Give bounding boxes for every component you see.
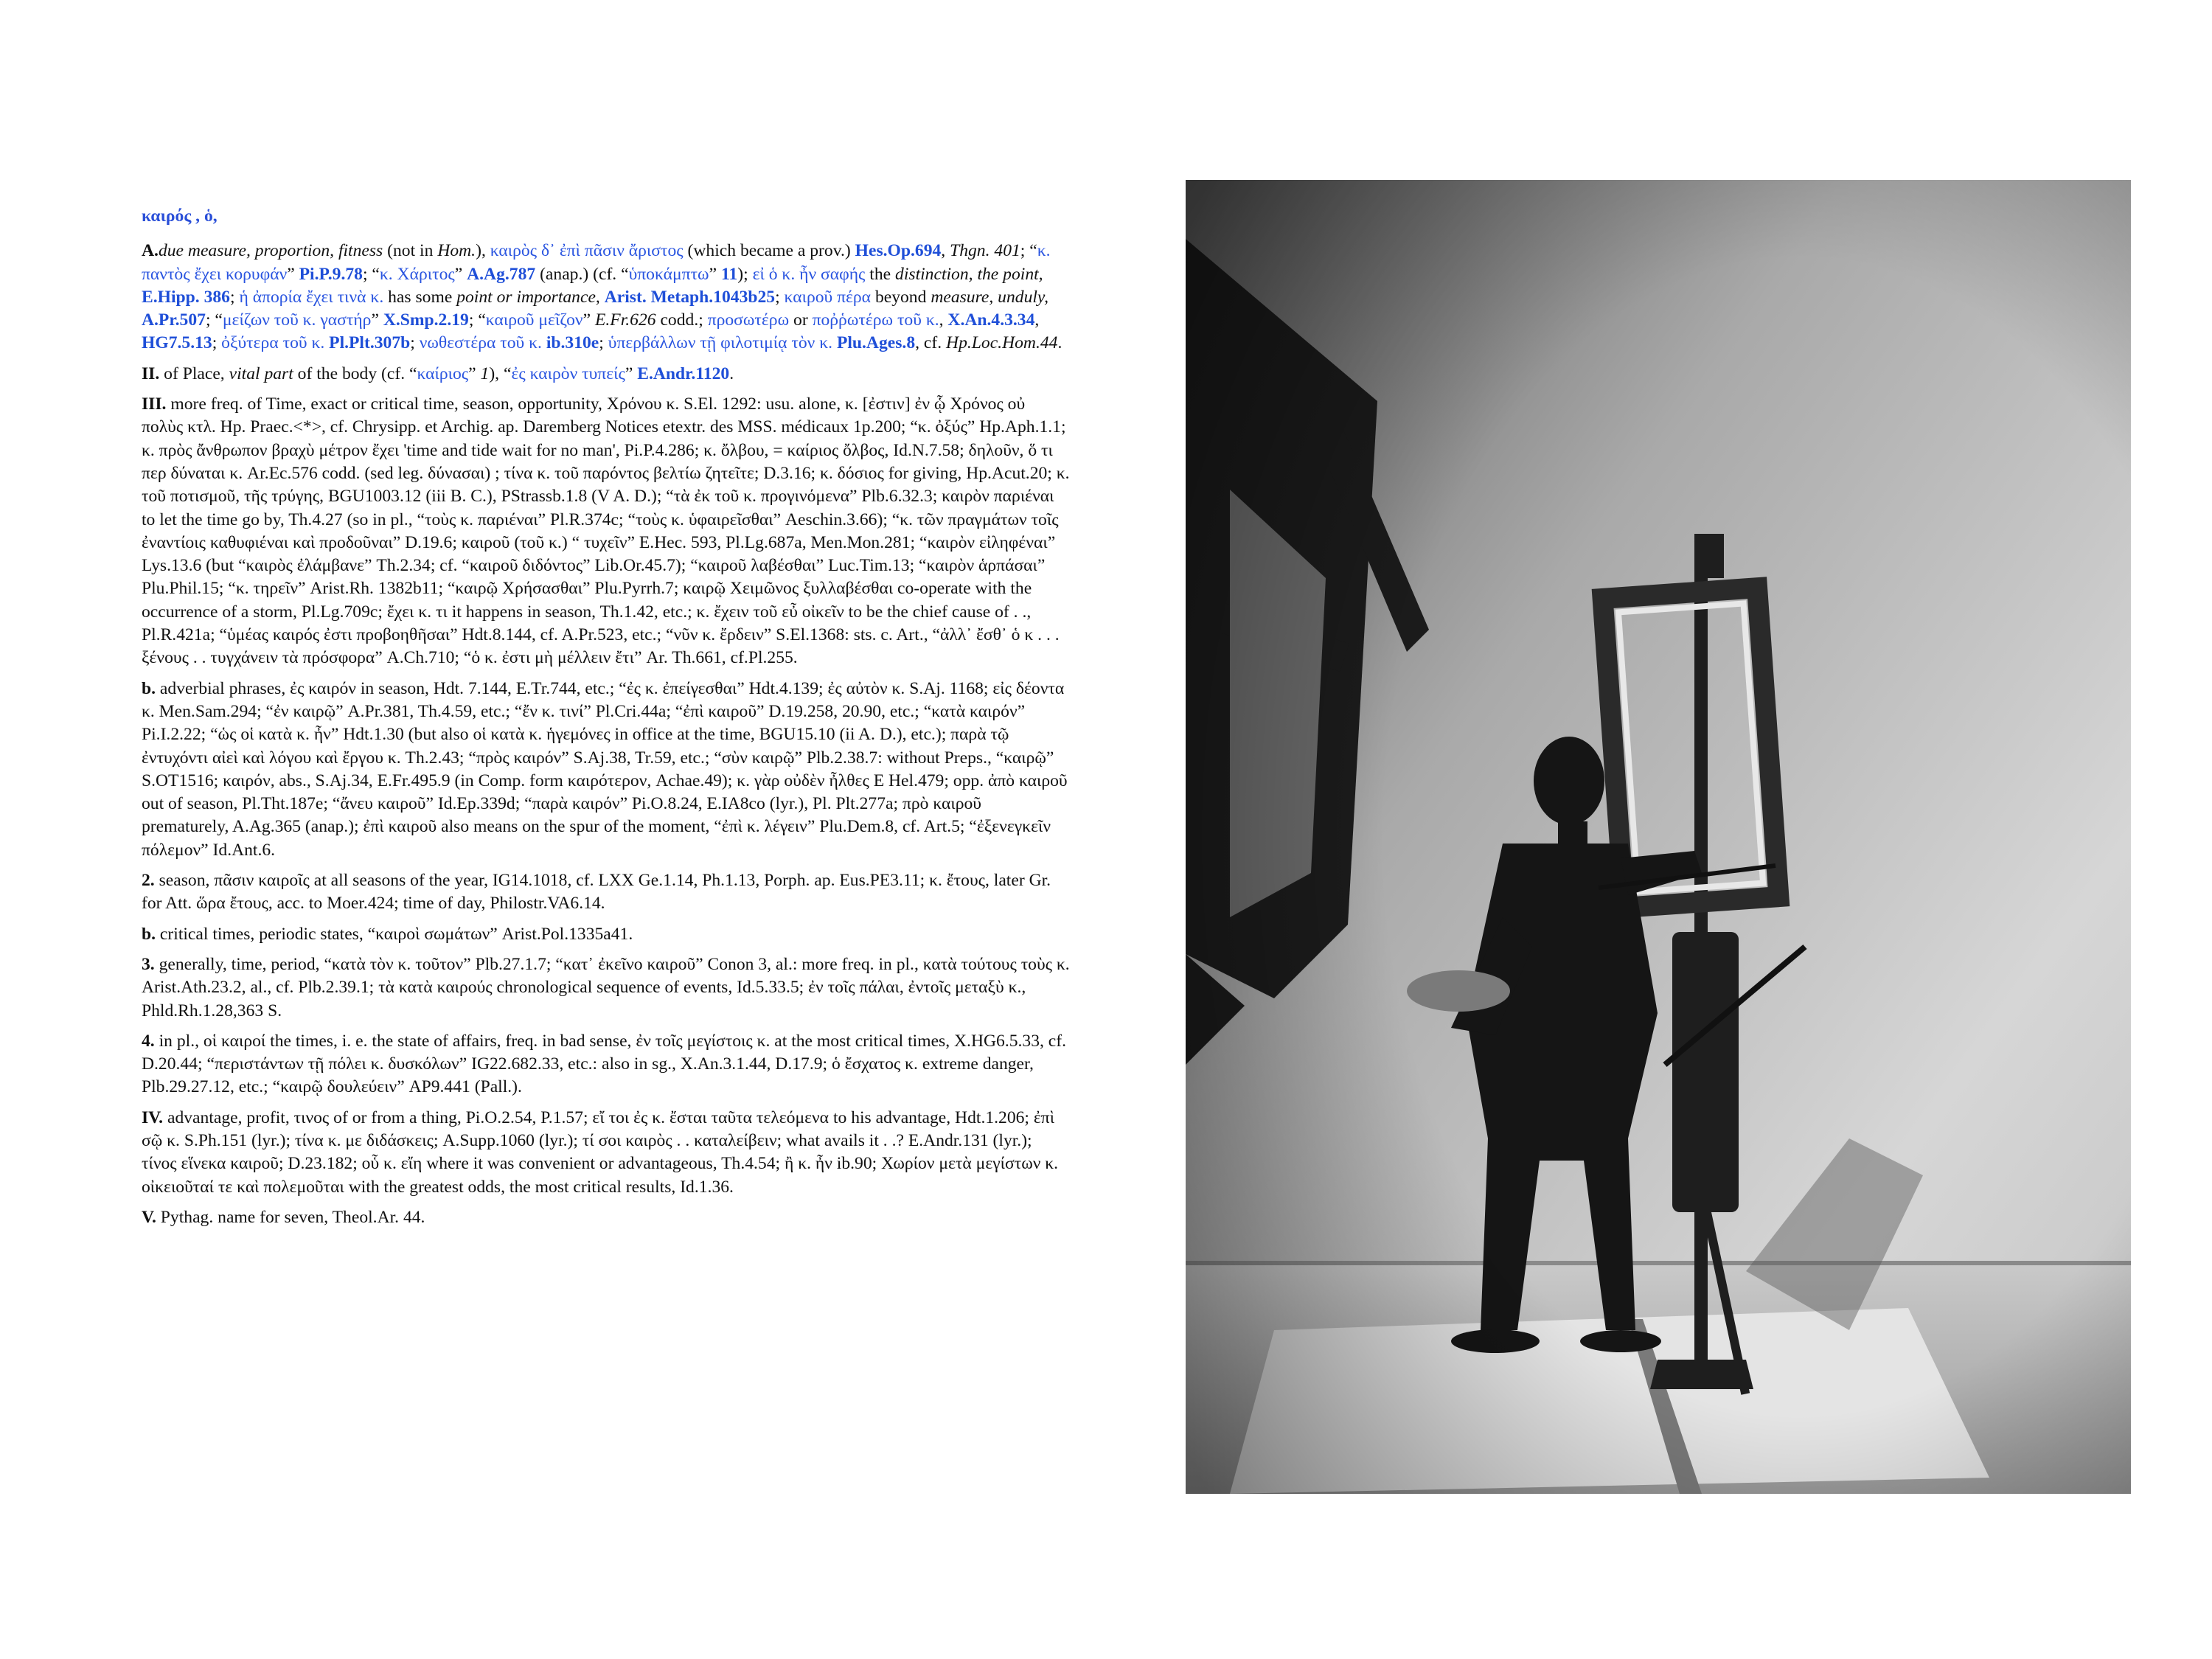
section-IV: IV. advantage, profit, τινος of or from a thing, Pi.O.2.54, P.1.57; εἴ τοι ἐς κ. ἔσται ταῦτα τελεόμενα to his advantage, Hdt.1.206; ἐπὶ σῷ κ. S.Ph.151 (lyr.); τίνα κ. με διδάσκεις; A.Supp.1060 (lyr.); τί σοι καιρὸς . . καταλείβειν; what avails it . .? E.Andr.131 (lyr.); τίνος εἵνεκα καιροῦ; D.23.182; οὗ κ. εἴη where it was convenient or advantageous, Th.4.54; ἢ κ. ἦν ib.90; Χωρίον μετὰ μεγίστων κ. οἰκειοῦταί τε καὶ πολεμοῦται with the greatest odds, the most critical results, Id.1.36.: [142, 1107, 1059, 1197]
ref-link[interactable]: Pl.Plt.307b: [329, 333, 411, 353]
section-III-3: 3. generally, time, period, “κατὰ τὸν κ. τοῦτον” Plb.27.1.7; “κατ᾽ ἐκεῖνο καιροῦ” Conon 3, al.: more freq. in pl., κατὰ τούτους τοὺς κ. Arist.Ath.23.2, al., cf. Plb.2.39.1; τὰ κατὰ καιρούς chronological sequence of events, Id.5.33.5; ἐν τοῖς πάλαι, ἐντοῖς μεταξὺ κ., Phld.Rh.1.28,363 S.: [142, 954, 1070, 1020]
ref-link[interactable]: A.Ag.787: [467, 264, 536, 284]
ref-link[interactable]: ib.310e: [546, 333, 599, 353]
ref-link[interactable]: Hes.Op.694: [855, 241, 942, 261]
ref-link[interactable]: E.Hipp. 386: [142, 287, 230, 307]
section-III-text: more freq. of Time, exact or critical time, season, opportunity, Χρόνου κ. S.El. 1292: usu. alone, κ. [ἐστιν] ἐν ᾧ Χρόνος οὐ πολὺς κτλ. Hp. Praec.<*>, cf. Chrysipp. et Archig. ap. Daremberg Notices etextr. des MSS. médicaux 1p.200; “κ. ὀξύς” Hp.Aph.1.1; κ. πρὸς ἄνθρωπον βραχὺ μέτρον ἔχει 'time and tide wait for no man', Pi.P.4.286; κ. ὄλβου, = καίριος ὄλβος, Id.N.7.58; δηλοῦν, ὅ τι περ δύναται κ. Ar.Ec.576 codd. (sed leg. δύνασαι) ; τίνα κ. τοῦ παρόντος βελτίω ζητεῖτε; D.3.16; κ. δόσιος for giving, Hp.Acut.20; κ. τοῦ ποτισμοῦ, τῆς τρύγης, BGU1003.12 (iii B. C.), PStrassb.1.8 (V A. D.); “τὰ ἐκ τοῦ κ. προγινόμενα” Plb.6.32.3; καιρὸν παριέναι to let the time go by, Th.4.27 (so in pl., “τοὺς κ. παριέναι” Pl.R.374c; “τοὺς κ. ὑφαιρεῖσθαι” Aeschin.3.66); “κ. τῶν πραγμάτων τοῖς ἐναντίοις καθυφιέναι καὶ προδοῦναι” D.19.6; καιροῦ (τοῦ κ.) “ τυχεῖν” E.Hec. 593, Pl.Lg.687a, Men.Mon.281; “καιρὸν εἰληφέναι” Lys.13.6 (but “καιρὸς ἐλάμβανε” Th.2.34; cf. “καιροῦ διδόντος” Lib.Or.45.7); “καιροῦ λαβέσθαι” Luc.Tim.13; “καιρὸν ἁρπάσαι” Plu.Phil.15; “κ. τηρεῖν” Arist.Rh. 1382b11; “καιρῷ Χρήσασθαι” Plu.Pyrrh.7; καιρῷ Χειμῶνος ξυλλαβέσθαι co-operate with the occurrence of a storm, Pl.Lg.709c; ἔχει κ. τι it happens in season, Th.1.42, etc.; κ. ἔχειν τοῦ εὖ οἰκεῖν to be the chief cause of . ., Pl.R.421a; “ὑμέας καιρός ἐστι προβοηθῆσαι” Hdt.8.144, cf. A.Pr.523, etc.; “νῦν κ. ἔρδειν” S.El.1368: sts. c. Art., “ἀλλ᾽ ἔσθ᾽ ὁ κ . . . ξένους . . τυγχάνειν τὰ πρόσφορα” A.Ch.710; “ὁ κ. ἐστι μὴ μέλλειν ἔτι” Ar. Th.661, cf.Pl.255.: [142, 394, 1070, 668]
dictionary-entry: [142, 205, 1071, 1237]
section-III-2b: b. critical times, periodic states, “καιροὶ σωμάτων” Arist.Pol.1335a41.: [142, 924, 633, 944]
ref-link[interactable]: Arist. Metaph.1043b25: [604, 287, 776, 307]
ref-link[interactable]: A.Pr.507: [142, 310, 206, 330]
ref-link[interactable]: 11: [720, 264, 738, 284]
ref-link[interactable]: E.Andr.1120: [637, 364, 730, 383]
headword: καιρός , ὁ,: [142, 206, 218, 226]
ref-link[interactable]: Pi.P.9.78: [299, 264, 363, 284]
ref-link[interactable]: HG7.5.13: [142, 333, 212, 353]
ref-link[interactable]: X.Smp.2.19: [383, 310, 469, 330]
section-III-4: 4. in pl., οἱ καιροί the times, i. e. the state of affairs, freq. in bad sense, ἐν τοῖς μεγίστοις κ. at the most critical times, X.HG6.5.33, cf. D.20.44; “περιστάντων τῇ πόλει κ. δυσκόλων” IG22.682.33, etc.: also in sg., X.An.3.1.44, D.17.9; ὁ ἔσχατος κ. extreme danger, Plb.29.27.12, etc.; “καιρῷ δουλεύειν” AP9.441 (Pall.).: [142, 1031, 1067, 1097]
section-III-2: 2. season, πᾶσιν καιροῖς at all seasons of the year, IG14.1018, cf. LXX Ge.1.14, Ph.1.13, Porph. ap. Eus.PE3.11; κ. ἔτους, later Gr. for Att. ὥρα ἔτους, acc. to Moer.424; time of day, Philostr.VA6.14.: [142, 871, 1051, 914]
section-III: III. more freq. of Time, exact or critical time, season, opportunity, Χρόνου κ. S.El. 1292: usu. alone, κ. [ἐστιν] ἐν ᾧ Χρόνος οὐ πολὺς κτλ. Hp. Praec.<*>, cf. Chrysipp. et Archig. ap. Daremberg Notices etextr. des MSS. médicaux 1p.200; “κ. ὀξύς” Hp.Aph.1.1; κ. πρὸς ἄνθρωπον βραχὺ μέτρον ἔχει 'time and tide wait for no man', Pi.P.4.286; κ. ὄλβου, = καίριος ὄλβος, Id.N.7.58; δηλοῦν, ὅ τι περ δύναται κ. Ar.Ec.576 codd. (sed leg. δύνασαι) ; τίνα κ. τοῦ παρόντος βελτίω ζητεῖτε; D.3.16; κ. δόσιος for giving, Hp.Acut.20; κ. τοῦ ποτισμοῦ, τῆς τρύγης, BGU1003.12 (iii B. C.), PStrassb.1.8 (V A. D.); “τὰ ἐκ τοῦ κ. προγινόμενα” Plb.6.32.3; καιρὸν παριέναι to let the time go by, Th.4.27 (so in pl., “τοὺς κ. παριέναι” Pl.R.374c; “τοὺς κ. ὑφαιρεῖσθαι” Aeschin.3.66); “κ. τῶν πραγμάτων τοῖς ἐναντίοις καθυφιέναι καὶ προδοῦναι” D.19.6; καιροῦ (τοῦ κ.) “ τυχεῖν” E.Hec. 593, Pl.Lg.687a, Men.Mon.281; “καιρὸν εἰληφέναι” Lys.13.6 (but “καιρὸς ἐλάμβανε” Th.2.34; cf. “καιροῦ διδόντος” Lib.Or.45.7); “καιροῦ λαβέσθαι” Luc.Tim.13; “καιρὸν ἁρπάσαι” Plu.Phil.15; “κ. τηρεῖν” Arist.Rh. 1382b11; “καιρῷ Χρήσασθαι” Plu.Pyrrh.7; καιρῷ Χειμῶνος ξυλλαβέσθαι co-operate with the occurrence of a storm, Pl.Lg.709c; ἔχει κ. τι it happens in season, Th.1.42, etc.; κ. ἔχειν τοῦ εὖ οἰκεῖν to be the chief cause of . ., Pl.R.421a; “ὑμέας καιρός ἐστι προβοηθῆσαι” Hdt.8.144, cf. A.Pr.523, etc.; “νῦν κ. ἔρδειν” S.El.1368: sts. c. Art., “ἀλλ᾽ ἔσθ᾽ ὁ κ . . . ξένους . . τυγχάνειν τὰ πρόσφορα” A.Ch.710; “ὁ κ. ἐστι μὴ μέλλειν ἔτι” Ar. Th.661, cf.Pl.255.: [142, 394, 1070, 668]
section-III-b: b. adverbial phrases, ἐς καιρόν in season, Hdt. 7.144, E.Tr.744, etc.; “ἐς κ. ἐπείγεσθαι” Hdt.4.139; ἐς αὐτὸν κ. S.Aj. 1168; εἰς δέοντα κ. Men.Sam.294; “ἐν καιρῷ” A.Pr.381, Th.4.59, etc.; “ἔν κ. τινί” Pl.Cri.44a; “ἐπὶ καιροῦ” D.19.258, 20.90, etc.; “κατὰ καιρόν” Pi.I.2.22; “ὡς οἱ κατὰ κ. ἦν” Hdt.1.30 (but also οἱ κατὰ κ. ἡγεμόνες in office at the time, BGU15.10 (ii A. D.), etc.); παρὰ τῷ ἐντυχόντι αἰεὶ καὶ λόγου καὶ ἔργου κ. Th.2.43; “πρὸς καιρόν” S.Aj.38, Tr.59, etc.; “σὺν καιρῷ” Plb.2.38.7: without Preps., “καιρῷ” S.OT1516; καιρόν, abs., S.Aj.34, E.Fr.495.9 (in Comp. form καιρότερον, Achae.49); κ. γὰρ οὐδὲν ἦλθες E Hel.479; opp. ἀπὸ καιροῦ out of season, Pl.Tht.187e; “ἄνευ καιροῦ” Id.Ep.339d; “παρὰ καιρόν” Pi.O.8.24, E.IA8co (lyr.), Pl. Plt.277a; πρὸ καιροῦ prematurely, A.Ag.365 (anap.); ἐπὶ καιροῦ also means on the spur of the moment, “ἐπὶ κ. λέγειν” Plu.Dem.8, cf. Art.5; “ἐξενεγκεῖν πόλεμον” Id.Ant.6.: [142, 678, 1068, 860]
section-V: V. Pythag. name for seven, Theol.Ar. 44.: [142, 1207, 425, 1227]
ref-link[interactable]: Plu.Ages.8: [836, 333, 916, 353]
section-II: II. of Place, vital part of the body (cf. “καίριος” 1), “ἐς καιρὸν τυπείς” E.Andr.1120.: [142, 364, 734, 383]
ref-link[interactable]: X.An.4.3.34: [947, 310, 1035, 330]
painter-photograph: [1186, 180, 2131, 1494]
section-A: A.due measure, proportion, fitness (not in Hom.), καιρὸς δ᾽ ἐπὶ πᾶσιν ἄριστος (which became a prov.) Hes.Op.694, Thgn. 401; “κ. παντὸς ἔχει κορυφάν” Pi.P.9.78; “κ. Χάριτος” A.Ag.787 (anap.) (cf. “ὑποκάμπτω” 11); εἰ ὁ κ. ἦν σαφής the distinction, the point, E.Hipp. 386; ἡ ἀπορία ἔχει τινὰ κ. has some point or importance, Arist. Metaph.1043b25; καιροῦ πέρα beyond measure, unduly, A.Pr.507; “μείζων τοῦ κ. γαστήρ” X.Smp.2.19; “καιροῦ μεῖζον” E.Fr.626 codd.; προσωτέρω or ποῤῥωτέρω τοῦ κ., X.An.4.3.34, HG7.5.13; ὀξύτερα τοῦ κ. Pl.Plt.307b; νωθεστέρα τοῦ κ. ib.310e; ὑπερβάλλων τῇ φιλοτιμίᾳ τὸν κ. Plu.Ages.8, cf. Hp.Loc.Hom.44.: [142, 241, 1062, 353]
section-III-b-text: adverbial phrases, ἐς καιρόν in season, Hdt. 7.144, E.Tr.744, etc.; “ἐς κ. ἐπείγεσθαι” Hdt.4.139; ἐς αὐτὸν κ. S.Aj. 1168; εἰς δέοντα κ. Men.Sam.294; “ἐν καιρῷ” A.Pr.381, Th.4.59, etc.; “ἔν κ. τινί” Pl.Cri.44a; “ἐπὶ καιροῦ” D.19.258, 20.90, etc.; “κατὰ καιρόν” Pi.I.2.22; “ὡς οἱ κατὰ κ. ἦν” Hdt.1.30 (but also οἱ κατὰ κ. ἡγεμόνες in office at the time, BGU15.10 (ii A. D.), etc.); παρὰ τῷ ἐντυχόντι αἰεὶ καὶ λόγου καὶ ἔργου κ. Th.2.43; “πρὸς καιρόν” S.Aj.38, Tr.59, etc.; “σὺν καιρῷ” Plb.2.38.7: without Preps., “καιρῷ” S.OT1516; καιρόν, abs., S.Aj.34, E.Fr.495.9 (in Comp. form καιρότερον, Achae.49); κ. γὰρ οὐδὲν ἦλθες E Hel.479; opp. ἀπὸ καιροῦ out of season, Pl.Tht.187e; “ἄνευ καιροῦ” Id.Ep.339d; “παρὰ καιρόν” Pi.O.8.24, E.IA8co (lyr.), Pl. Plt.277a; πρὸ καιροῦ prematurely, A.Ag.365 (anap.); ἐπὶ καιροῦ also means on the spur of the moment, “ἐπὶ κ. λέγειν” Plu.Dem.8, cf. Art.5; “ἐξενεγκεῖν πόλεμον” Id.Ant.6.: [142, 678, 1068, 860]
